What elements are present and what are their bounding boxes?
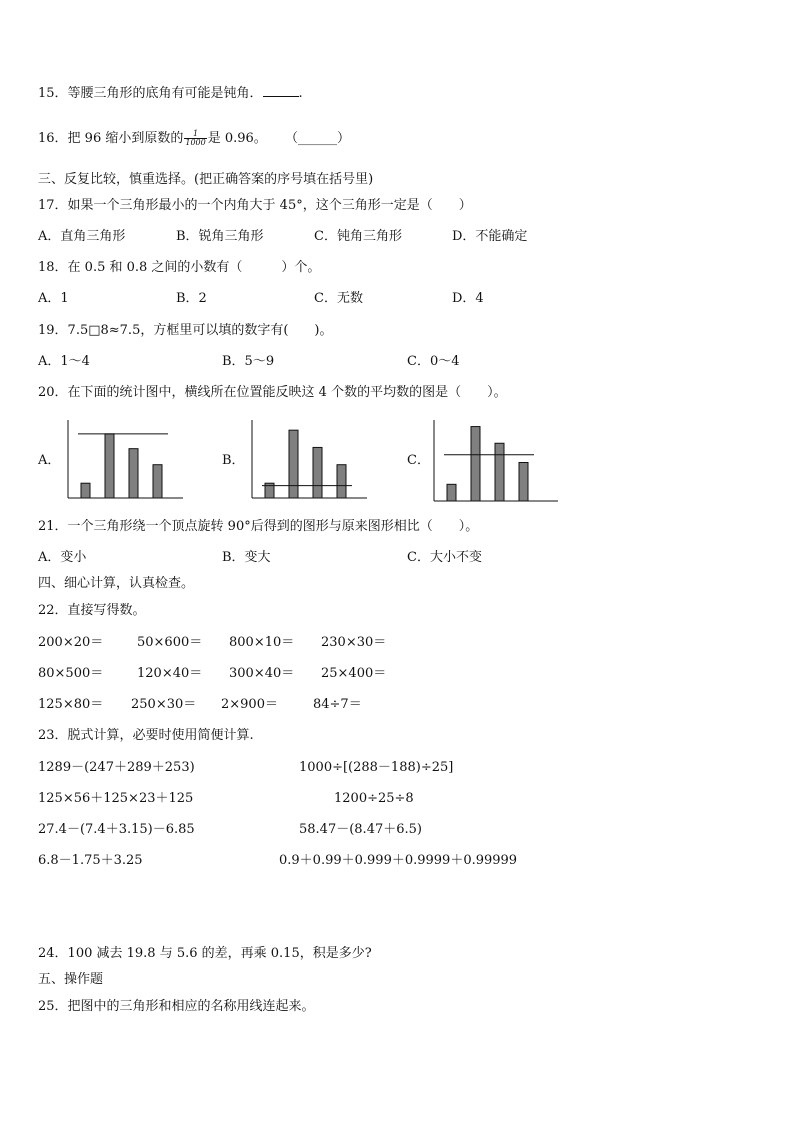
q20-option-a[interactable]: A．: [38, 453, 61, 468]
question-16: [38, 130, 350, 147]
fraction-denominator: 1000: [185, 138, 206, 147]
question-21: 21．一个三角形绕一个顶点旋转 90°后得到的图形与原来图形相比（ ）。: [38, 519, 479, 534]
calc-item[interactable]: 250×30＝: [131, 697, 197, 712]
chart-b-bar: [289, 430, 298, 498]
q19-option-b[interactable]: B．5～9: [222, 354, 275, 369]
answer-blank[interactable]: [263, 84, 299, 97]
question-24: 24．100 减去 19.8 与 5.6 的差，再乘 0.15，积是多少?: [38, 946, 372, 961]
expression-item[interactable]: 6.8－1.75＋3.25: [38, 853, 143, 868]
calc-item[interactable]: 80×500＝: [38, 666, 104, 681]
fraction: [184, 130, 206, 147]
expression-item[interactable]: 58.47－(8.47＋6.5): [299, 822, 422, 837]
q19-option-c[interactable]: C．0～4: [407, 354, 460, 369]
calc-item[interactable]: 800×10＝: [229, 635, 295, 650]
chart-c-bar: [471, 427, 480, 501]
question-22: 22．直接写得数。: [38, 603, 146, 618]
question-25: 25．把图中的三角形和相应的名称用线连起来。: [38, 999, 315, 1014]
calc-item[interactable]: 84÷7＝: [313, 697, 362, 712]
chart-c-bar: [495, 443, 504, 501]
chart-option-a[interactable]: [60, 418, 185, 502]
q18-option-b[interactable]: B．2: [176, 291, 207, 306]
chart-a-bar: [153, 465, 162, 498]
answer-bracket[interactable]: （______）: [284, 131, 350, 146]
expression-item[interactable]: 1000÷[(288－188)÷25]: [299, 760, 454, 775]
chart-option-c[interactable]: [426, 418, 560, 505]
question-17: 17．如果一个三角形最小的一个内角大于 45°，这个三角形一定是（ ）: [38, 198, 472, 213]
q17-option-c[interactable]: C．钝角三角形: [314, 229, 402, 244]
calc-item[interactable]: 125×80＝: [38, 697, 104, 712]
q17-option-b[interactable]: B．锐角三角形: [176, 229, 264, 244]
chart-a-bar: [129, 449, 138, 498]
calc-item[interactable]: 120×40＝: [137, 666, 203, 681]
calc-item[interactable]: 2×900＝: [221, 697, 278, 712]
question-15-tail: .: [298, 86, 303, 101]
calc-item[interactable]: 300×40＝: [229, 666, 295, 681]
question-23: 23．脱式计算，必要时使用简便计算.: [38, 728, 254, 743]
q19-option-a[interactable]: A．1～4: [38, 354, 90, 369]
chart-c-bar: [447, 484, 456, 501]
q18-option-c[interactable]: C．无数: [314, 291, 363, 306]
chart-b-bar: [313, 447, 322, 498]
section-5-heading: 五、操作题: [38, 972, 104, 987]
calc-item[interactable]: 25×400＝: [321, 666, 387, 681]
question-18: 18．在 0.5 和 0.8 之间的小数有（ ）个。: [38, 260, 321, 275]
q21-option-b[interactable]: B．变大: [222, 550, 271, 565]
section-3-heading: 三、反复比较，慎重选择。(把正确答案的序号填在括号里): [38, 172, 374, 187]
question-16-pre: 16．把 96 缩小到原数的: [38, 131, 184, 146]
question-15-text: 15．等腰三角形的底角有可能是钝角．: [38, 86, 263, 101]
chart-a-bar: [105, 434, 114, 498]
section-4-heading: 四、细心计算，认真检查。: [38, 576, 195, 591]
q17-option-d[interactable]: D．不能确定: [452, 229, 528, 244]
question-15: [38, 84, 303, 102]
q20-option-c[interactable]: C．: [407, 453, 430, 468]
chart-c-bar: [519, 463, 528, 502]
calc-item[interactable]: 230×30＝: [321, 635, 387, 650]
calc-item[interactable]: 50×600＝: [137, 635, 203, 650]
expression-item[interactable]: 0.9＋0.99＋0.999＋0.9999＋0.99999: [279, 853, 518, 868]
chart-b-bar: [337, 465, 346, 498]
question-16-post: 是 0.96。: [207, 131, 267, 146]
expression-item[interactable]: 1200÷25÷8: [334, 791, 414, 806]
q18-option-a[interactable]: A．1: [38, 291, 69, 306]
calc-item[interactable]: 200×20＝: [38, 635, 104, 650]
question-20: 20．在下面的统计图中，横线所在位置能反映这 4 个数的平均数的图是（ ）。: [38, 385, 507, 400]
fraction-numerator: 1: [184, 130, 206, 139]
q21-option-c[interactable]: C．大小不变: [407, 550, 482, 565]
q18-option-d[interactable]: D．4: [452, 291, 484, 306]
expression-item[interactable]: 125×56＋125×23＋125: [38, 791, 194, 806]
chart-option-b[interactable]: [244, 418, 369, 502]
q17-option-a[interactable]: A．直角三角形: [38, 229, 126, 244]
question-19: 19．7.5□8≈7.5，方框里可以填的数字有( )。: [38, 323, 333, 338]
expression-item[interactable]: 27.4－(7.4＋3.15)－6.85: [38, 822, 195, 837]
q21-option-a[interactable]: A．变小: [38, 550, 87, 565]
expression-item[interactable]: 1289－(247＋289＋253): [38, 760, 195, 775]
q20-option-b[interactable]: B．: [222, 453, 245, 468]
chart-a-bar: [81, 483, 90, 498]
